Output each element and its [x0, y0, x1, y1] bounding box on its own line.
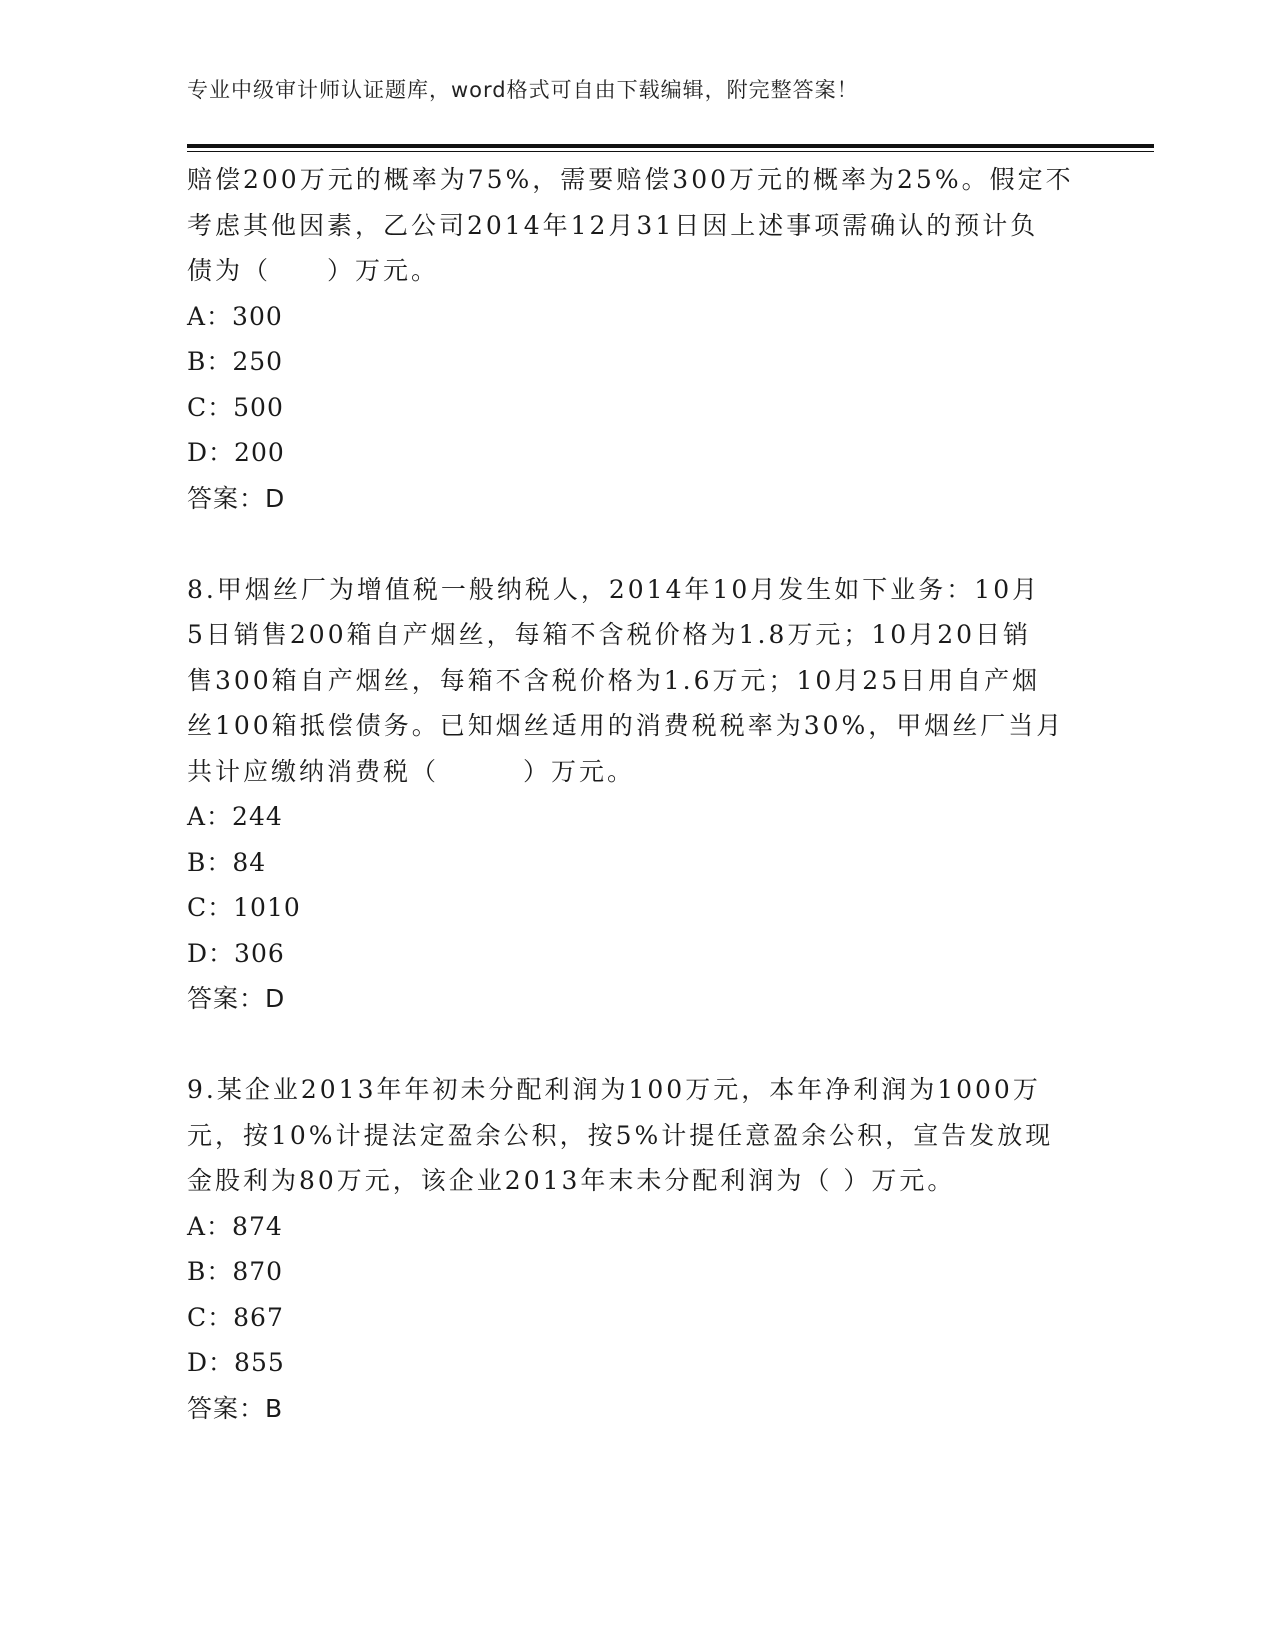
question-spacer [187, 1022, 1087, 1068]
option-d: D：855 [187, 1348, 285, 1377]
question-text-line: 9.某企业2013年年初未分配利润为100万元，本年净利润为1000万 [187, 1075, 1041, 1104]
question-spacer [187, 521, 1087, 567]
question-text-line: 债为（ ）万元。 [187, 256, 440, 285]
option-b: B：250 [187, 347, 284, 376]
question-list [187, 157, 1087, 1431]
page-header: 专业中级审计师认证题库，word格式可自由下载编辑，附完整答案！ [187, 78, 859, 102]
question-9 [187, 1067, 1087, 1431]
option-a: A：874 [187, 1211, 283, 1241]
header-rule-thin [187, 151, 1154, 152]
question-text-line: 丝100箱抵偿债务。已知烟丝适用的消费税税率为30%，甲烟丝厂当月 [187, 711, 1065, 740]
option-b: B：84 [187, 847, 267, 877]
option-d: D：306 [187, 938, 285, 968]
question-text-line: 元，按10%计提法定盈余公积，按5%计提任意盈余公积，宣告发放现 [187, 1120, 1054, 1150]
question-text-line: 共计应缴纳消费税（ ）万元。 [187, 756, 636, 786]
option-a: A：244 [187, 802, 283, 831]
answer-line: 答案：B [187, 1393, 284, 1423]
question-text-line: 8.甲烟丝厂为增值税一般纳税人，2014年10月发生如下业务：10月 [187, 574, 1041, 604]
option-c: C：500 [187, 392, 284, 422]
question-text-line: 5日销售200箱自产烟丝，每箱不含税价格为1.8万元；10月20日销 [187, 620, 1032, 649]
question-text-line: 赔偿200万元的概率为75%，需要赔偿300万元的概率为25%。假定不 [187, 165, 1074, 194]
question-7-continued [187, 157, 1087, 521]
answer-line: 答案：D [187, 483, 286, 513]
answer-line: 答案：D [187, 984, 286, 1013]
header-rule-thick [187, 144, 1154, 148]
question-text-line: 售300箱自产烟丝，每箱不含税价格为1.6万元；10月25日用自产烟 [187, 665, 1041, 695]
option-a: A：300 [187, 301, 283, 331]
option-d: D：200 [187, 438, 285, 467]
question-text-line: 考虑其他因素，乙公司2014年12月31日因上述事项需确认的预计负 [187, 210, 1039, 240]
option-b: B：870 [187, 1257, 284, 1286]
option-c: C：867 [187, 1302, 284, 1332]
question-text-line: 金股利为80万元，该企业2013年末未分配利润为（ ）万元。 [187, 1166, 956, 1195]
question-8 [187, 567, 1087, 1022]
option-c: C：1010 [187, 893, 301, 922]
